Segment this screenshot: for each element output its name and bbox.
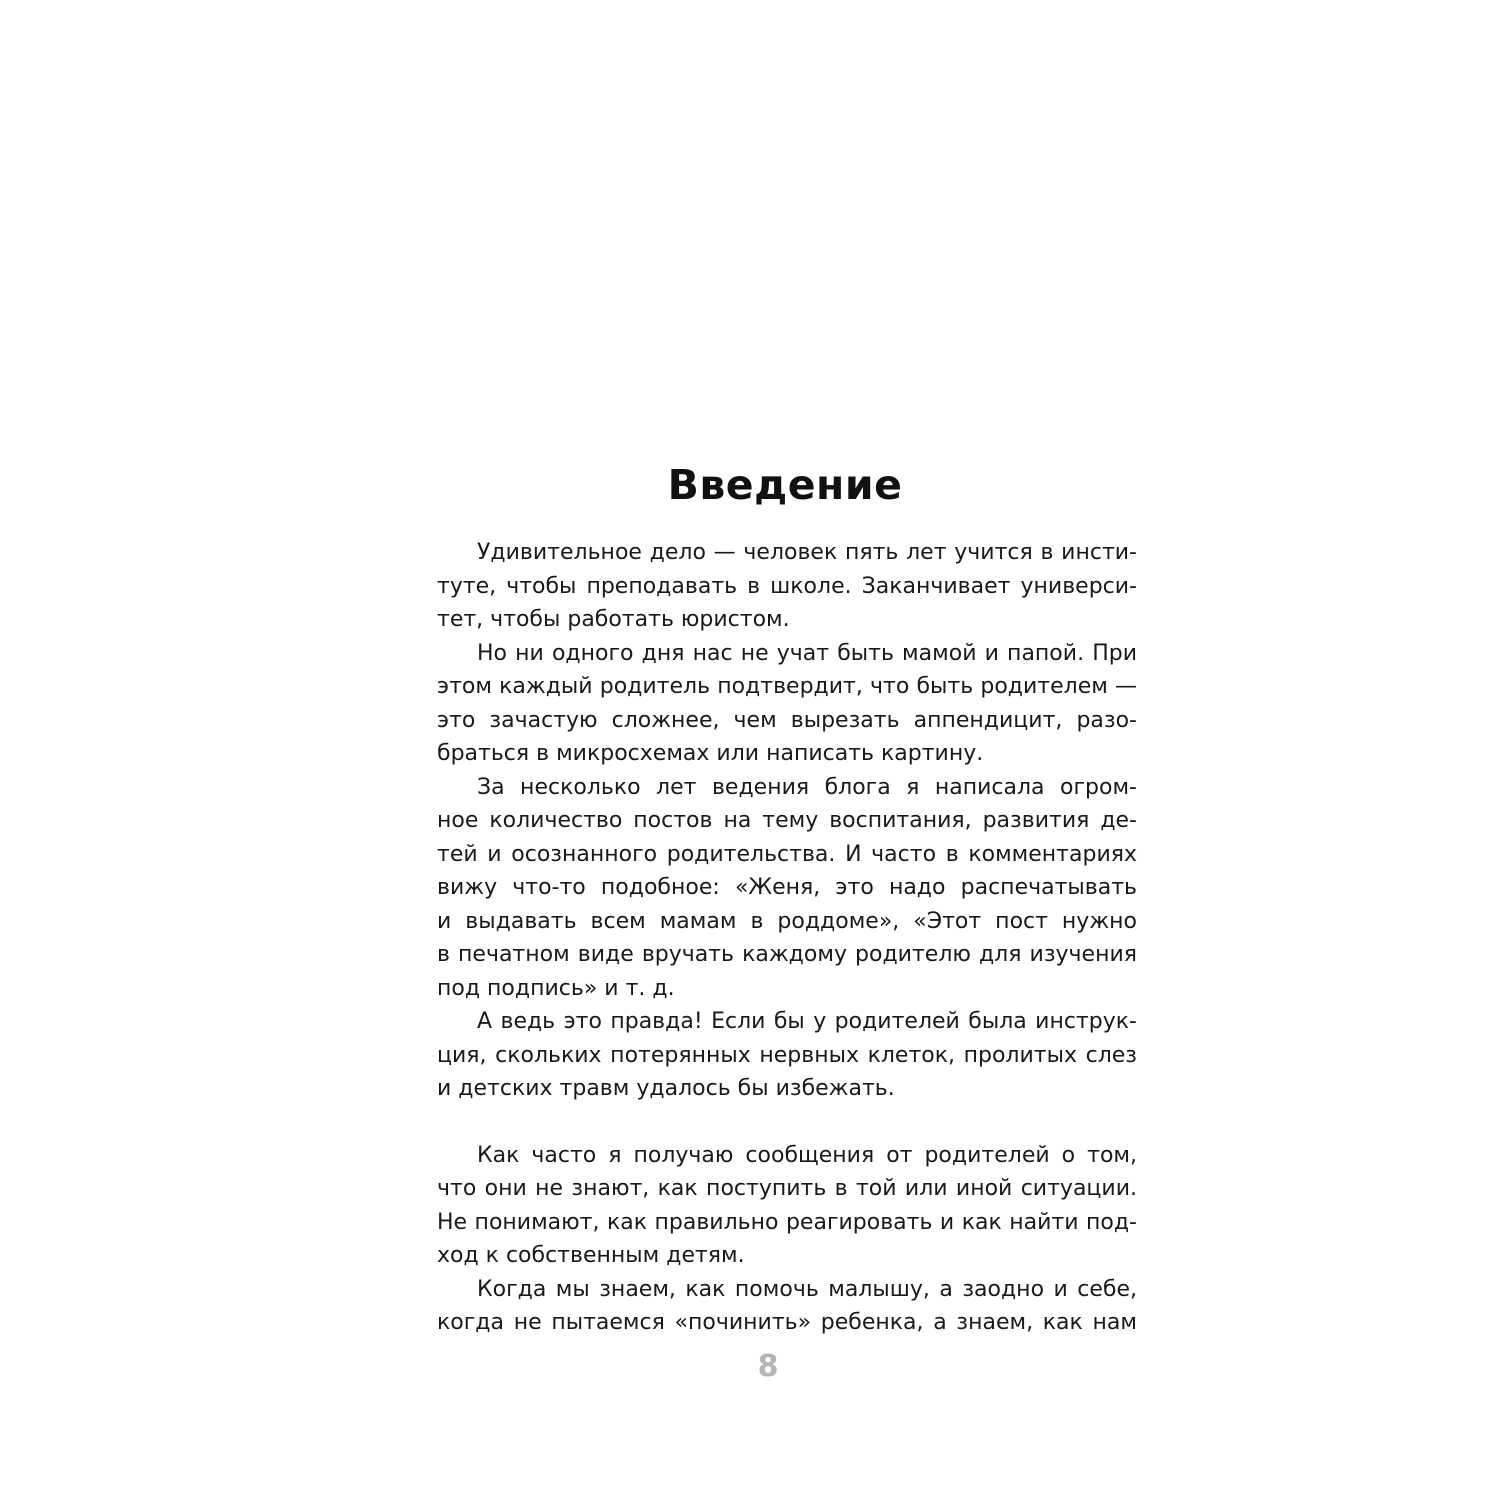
text-line: туте, чтобы преподавать в школе. Заканчивает универси-: [437, 573, 1137, 599]
text-line: ция, скольких потерянных нервных клеток, пролитых слез: [437, 1042, 1137, 1068]
text-line: тей и осознанного родительства. И часто в комментариях: [437, 841, 1137, 867]
chapter-title: Введение: [667, 461, 903, 509]
text-line: Когда мы знаем, как помочь малышу, а заодно и себе,: [477, 1276, 1137, 1302]
text-line: этом каждый родитель подтвердит, что быть родителем —: [437, 674, 1137, 699]
paragraph-3: [437, 771, 1137, 1006]
text-line: А ведь это правда! Если бы у родителей была инструк-: [477, 1009, 1137, 1034]
text-line: и детских травм удалось бы избежать.: [437, 1076, 895, 1101]
text-line: браться в микросхемах или написать картину.: [437, 741, 984, 766]
text-line: в печатном виде вручать каждому родителю для изучения: [437, 942, 1137, 967]
text-line: тет, чтобы работать юристом.: [437, 607, 790, 632]
text-line: когда не пытаемся «починить» ребенка, а знаем, как нам: [437, 1310, 1137, 1335]
text-line: что они не знают, как поступить в той или иной ситуации.: [437, 1176, 1137, 1201]
section-break: [437, 1106, 1137, 1139]
text-line: это зачастую сложнее, чем вырезать аппендицит, разо-: [437, 707, 1137, 733]
body-text: [437, 536, 1137, 1340]
paragraph-2: [437, 637, 1137, 771]
text-line: Как часто я получаю сообщения от родителей о том,: [477, 1142, 1137, 1168]
text-line: под подпись» и т. д.: [437, 975, 675, 1001]
text-line: Но ни одного дня нас не учат быть мамой и папой. При: [477, 640, 1137, 666]
paragraph-6: [437, 1273, 1137, 1340]
text-line: Не понимают, как правильно реагировать и как найти под-: [437, 1209, 1137, 1235]
text-line: вижу что-то подобное: «Женя, это надо распечатывать: [437, 875, 1137, 900]
paragraph-4: [437, 1005, 1137, 1106]
text-line: и выдавать всем мамам в роддоме», «Этот пост нужно: [437, 908, 1137, 934]
text-line: ход к собственным детям.: [437, 1243, 745, 1268]
paragraph-1: [437, 536, 1137, 637]
page-number: 8: [757, 1349, 779, 1384]
text-line: За несколько лет ведения блога я написала огром-: [477, 774, 1137, 800]
text-line: ное количество постов на тему воспитания, развития де-: [437, 808, 1137, 833]
text-line: Удивительное дело — человек пять лет учится в инсти-: [477, 540, 1137, 565]
paragraph-5: [437, 1139, 1137, 1273]
